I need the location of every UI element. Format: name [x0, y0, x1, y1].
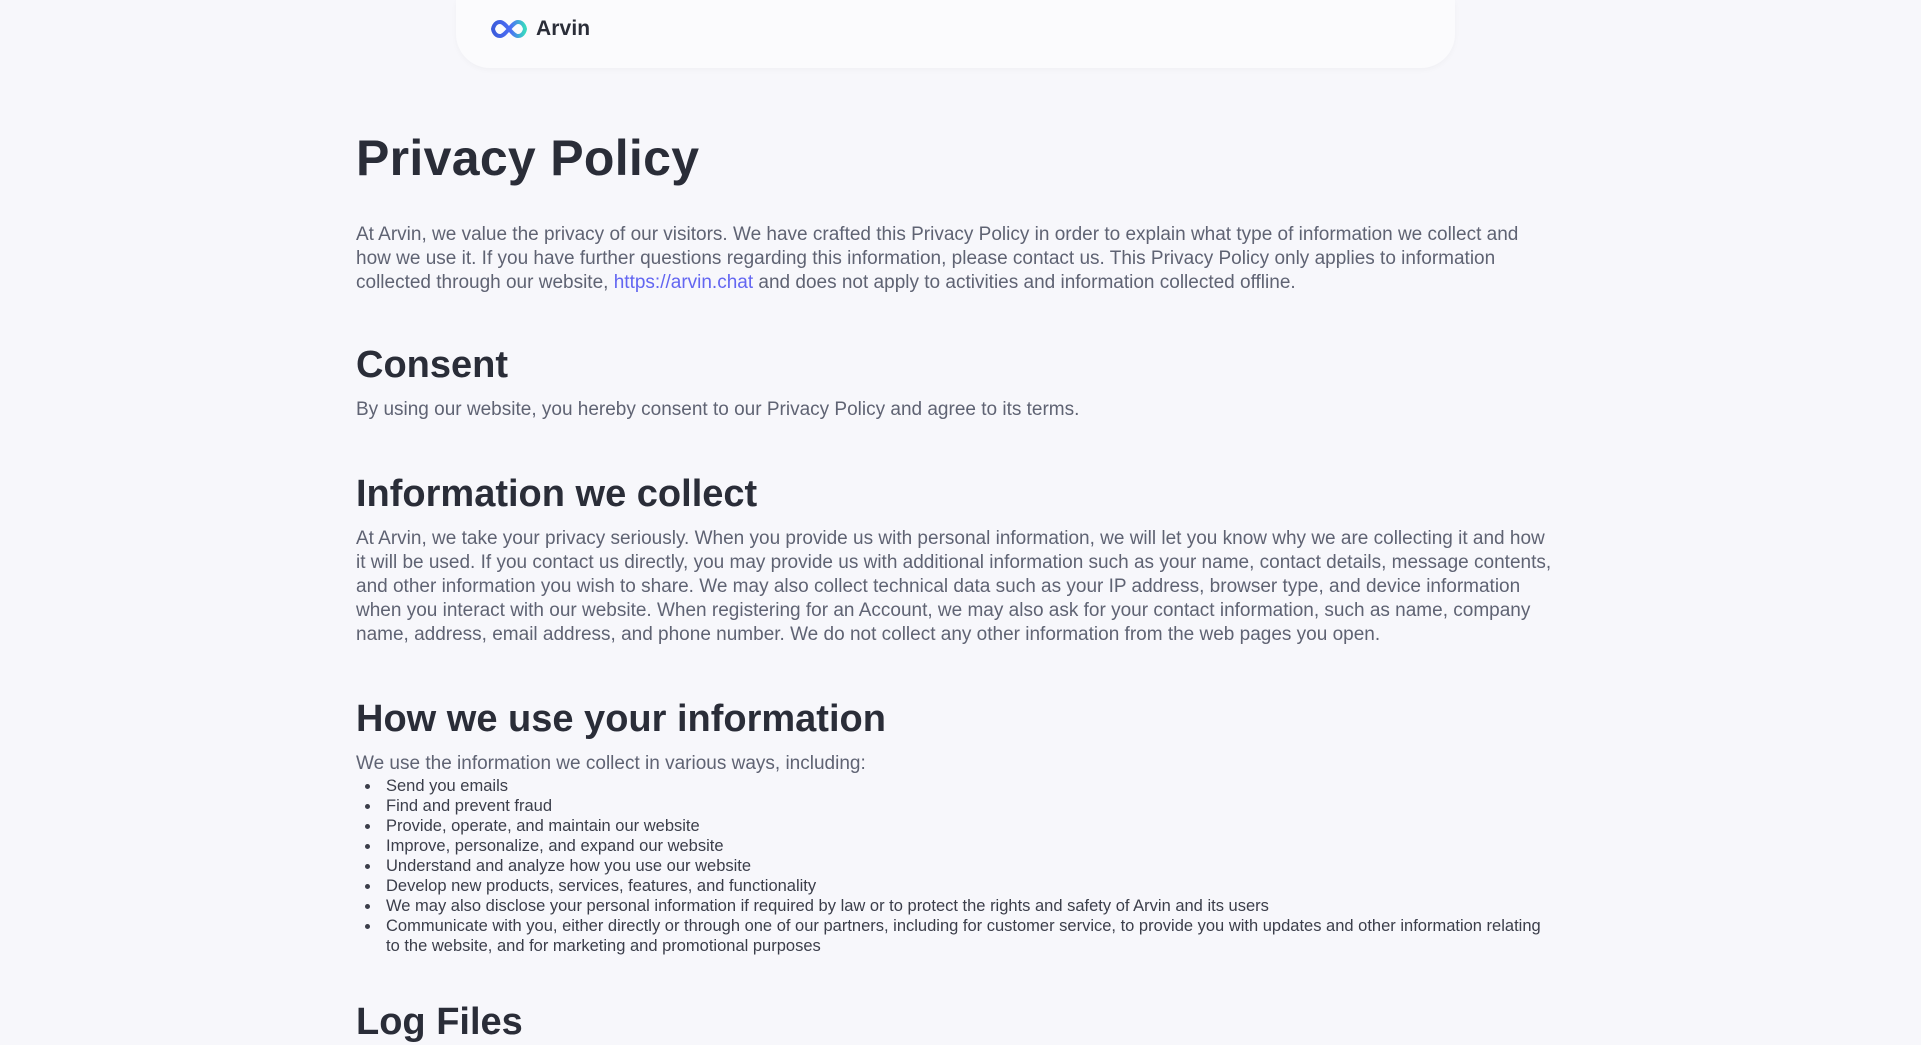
information-collect-heading: Information we collect	[356, 473, 758, 515]
brand-name: Arvin	[536, 17, 591, 40]
privacy-policy-content	[356, 128, 1556, 1045]
brand-link[interactable]	[490, 17, 590, 41]
list-item: Communicate with you, either directly or through one of our partners, including for customer service, to provide you with updates and other information relating to the website, and for marketing and promotional purposes	[356, 916, 1556, 956]
list-item: We may also disclose your personal information if required by law or to protect the rights and safety of Arvin and its users	[386, 896, 1556, 916]
list-item: Provide, operate, and maintain our website	[386, 816, 1556, 836]
intro-text-start: At Arvin, we value the privacy of our visitors. We have crafted this Privacy Policy in order to explain what type of information we collect and how we use it. If you have further questions regarding this information, please contact us. This Privacy Policy only applies to information collected through our website,	[356, 224, 1519, 293]
log-files-heading: Log Files	[356, 1001, 523, 1043]
infinity-icon	[490, 17, 528, 41]
intro-text-end: and does not apply to activities and information collected offline.	[753, 272, 1296, 293]
information-collect-body: At Arvin, we take your privacy seriously. When you provide us with personal information, we will let you know why we are collecting it and how it will be used. If you contact us directly, you may provide us with additional information such as your name, contact details, message contents, and other information you wish to share. We may also collect technical data such as your IP address, browser type, and device information when you interact with our website. When registering for an Account, we may also ask for your contact information, such as name, company name, address, email address, and phone number. We do not collect any other information from the web pages you open.	[356, 528, 1552, 645]
list-item: Improve, personalize, and expand our website	[386, 836, 1556, 856]
usage-list	[356, 776, 1556, 956]
list-item: Find and prevent fraud	[386, 796, 1556, 816]
how-we-use-section	[356, 696, 1556, 956]
consent-body: By using our website, you hereby consent to our Privacy Policy and agree to its terms.	[356, 399, 1080, 420]
information-collect-section	[356, 471, 1556, 647]
log-files-section	[356, 999, 1556, 1045]
page-title: Privacy Policy	[356, 130, 700, 186]
intro-paragraph	[356, 223, 1556, 295]
consent-section	[356, 342, 1556, 422]
list-item: Understand and analyze how you use our website	[386, 856, 1556, 876]
top-navbar	[456, 0, 1455, 68]
website-link[interactable]: https://arvin.chat	[613, 272, 754, 293]
list-item: Send you emails	[386, 776, 1556, 796]
consent-heading: Consent	[356, 344, 508, 386]
how-we-use-heading: How we use your information	[356, 698, 886, 740]
list-item: Develop new products, services, features, and functionality	[386, 876, 1556, 896]
how-we-use-intro: We use the information we collect in various ways, including:	[356, 753, 866, 774]
